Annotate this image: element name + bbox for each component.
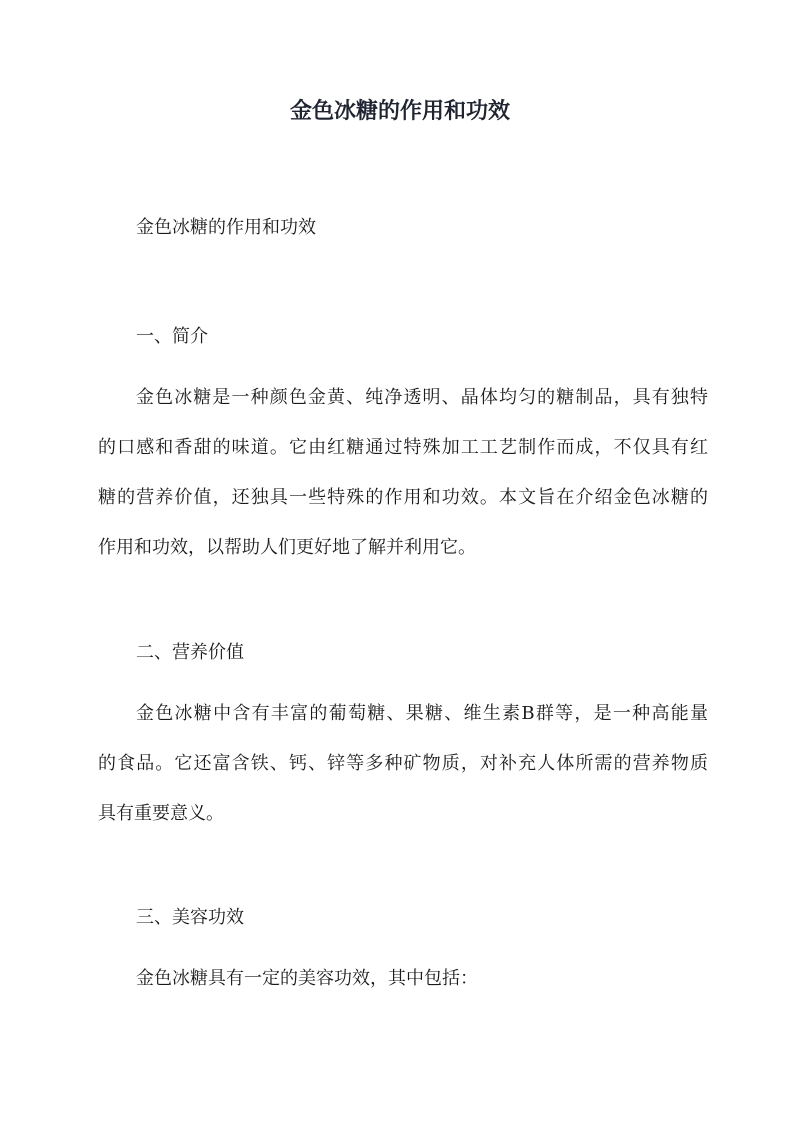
paragraph-line: 金色冰糖中含有丰富的葡萄糖、果糖、维生素B群等，是一种高能量 — [136, 703, 708, 724]
paragraph-line: 作用和功效，以帮助人们更好地了解并利用它。 — [98, 537, 476, 558]
paragraph-line: 金色冰糖具有一定的美容功效，其中包括： — [136, 968, 478, 989]
paragraph-line: 的食品。它还富含铁、钙、锌等多种矿物质，对补充人体所需的营养物质 — [98, 753, 708, 774]
section-heading-nutrition: 二、营养价值 — [136, 642, 244, 663]
paragraph-line: 金色冰糖是一种颜色金黄、纯净透明、晶体均匀的糖制品，具有独特 — [136, 387, 708, 408]
document-title: 金色冰糖的作用和功效 — [289, 98, 510, 124]
document-subtitle: 金色冰糖的作用和功效 — [136, 217, 316, 238]
paragraph-line: 糖的营养价值，还独具一些特殊的作用和功效。本文旨在介绍金色冰糖的 — [98, 487, 708, 508]
section-heading-intro: 一、简介 — [136, 326, 208, 347]
section-heading-beauty: 三、美容功效 — [136, 907, 244, 928]
paragraph-line: 的口感和香甜的味道。它由红糖通过特殊加工工艺制作而成，不仅具有红 — [98, 437, 708, 458]
paragraph-line: 具有重要意义。 — [98, 803, 224, 824]
